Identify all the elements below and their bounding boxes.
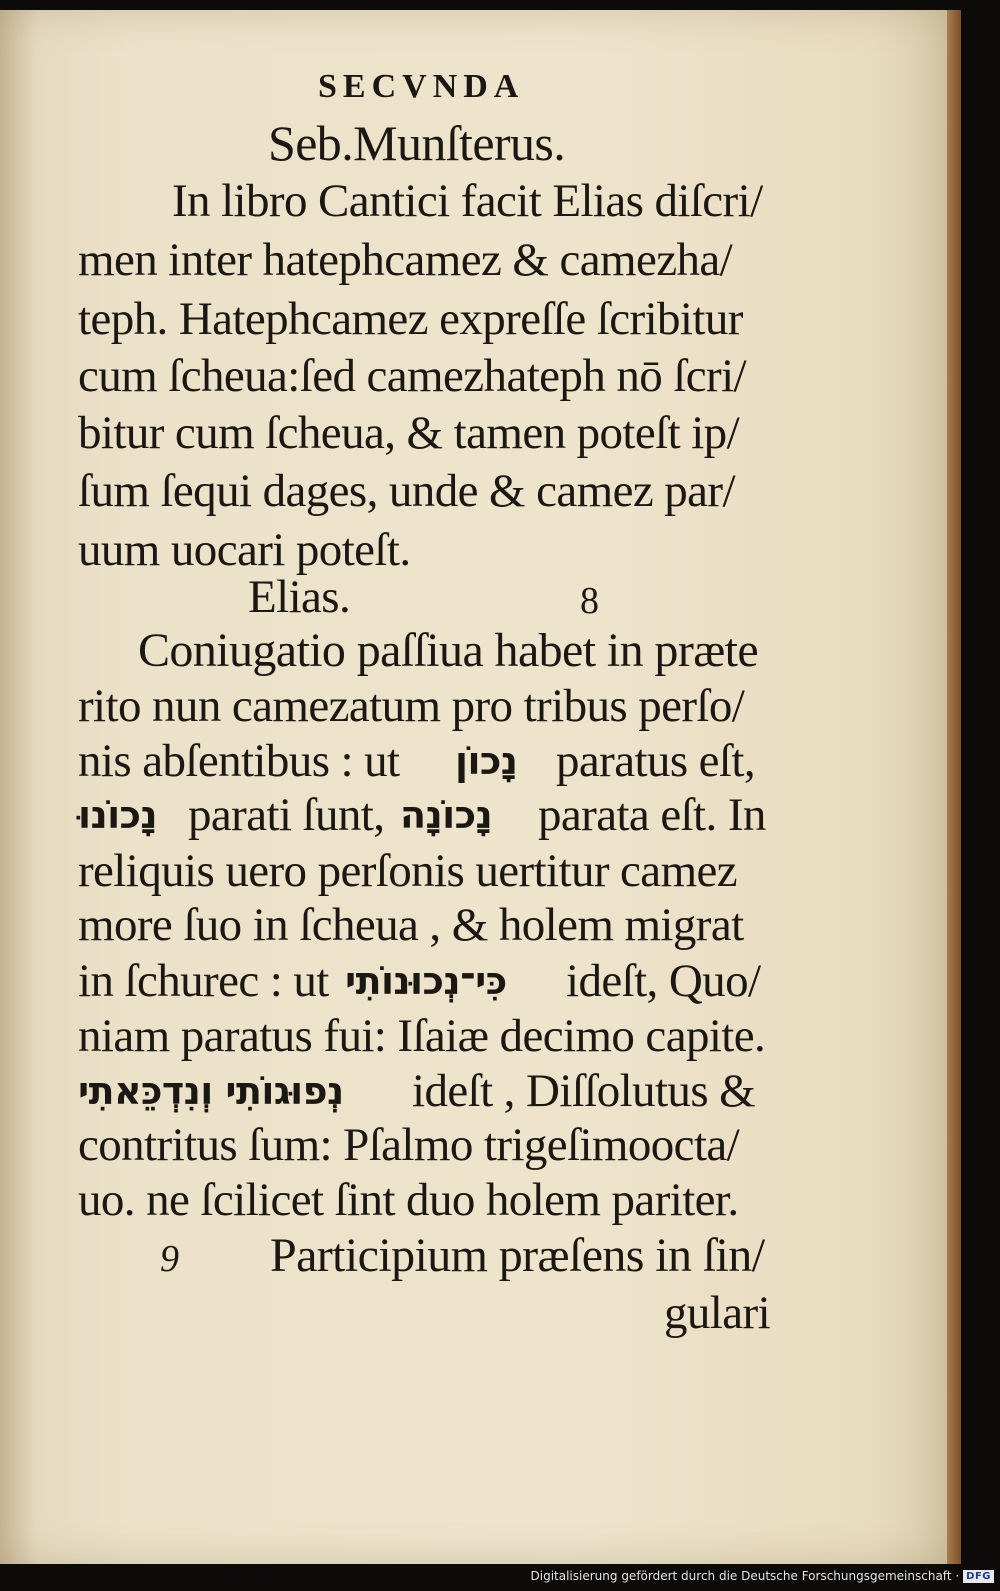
text-line: ideſt , Diſſolutus & xyxy=(412,1065,756,1117)
speaker-heading: Seb.Munſterus. xyxy=(268,115,566,171)
text-line: contritus ſum: Pſalmo trigeſimoocta/ xyxy=(78,1119,740,1171)
text-line: nis abſentibus : ut xyxy=(78,735,400,787)
text-line: niam paratus fui: Iſaiæ decimo capite. xyxy=(78,1010,766,1062)
text-line: ſum ſequi dages, unde & camez par/ xyxy=(78,465,735,517)
text-line: Participium præſens in ſin/ xyxy=(270,1229,765,1282)
text-line: rito nun camezatum pro tribus perſo/ xyxy=(78,680,745,732)
hebrew-word: נָכוֹנָה xyxy=(400,793,493,837)
text-line: cum ſcheua:ſed camezhateph nō ſcri/ xyxy=(78,350,747,402)
text-line: uum uocari poteſt. xyxy=(78,524,411,576)
text-line: bitur cum ſcheua, & tamen poteſt ip/ xyxy=(78,407,740,459)
text-line: reliquis uero perſonis uertitur camez xyxy=(78,845,738,897)
rule-number: 9 xyxy=(160,1238,179,1280)
credit-text: Digitalisierung gefördert durch die Deutsche Forschungsgemeinschaft · xyxy=(530,1569,960,1583)
catchword: gulari xyxy=(664,1287,771,1339)
text-line: parata eſt. In xyxy=(538,789,766,841)
page-edge xyxy=(947,10,961,1564)
text-line: more ſuo in ſcheua , & holem migrat xyxy=(78,899,744,951)
text-line: parati ſunt, xyxy=(188,789,385,841)
running-title: SECVNDA xyxy=(318,68,525,105)
text-line: in ſchurec : ut xyxy=(78,955,329,1007)
hebrew-word: נָכוֹנוּ xyxy=(78,793,158,837)
hebrew-word: נְפוּגוֹתִי וְנִדְכֵּאתִי xyxy=(78,1069,344,1113)
digitization-credit xyxy=(531,1567,994,1585)
hebrew-word: כִּי־נְכוּנוֹתִי xyxy=(345,959,507,1003)
text-line: paratus eſt, xyxy=(556,735,755,787)
text-line: uo. ne ſcilicet ſint duo holem pariter. xyxy=(78,1174,739,1226)
text-line: ideſt, Quo/ xyxy=(566,955,761,1007)
dfg-logo: DFG xyxy=(963,1570,994,1583)
speaker-heading: Elias. xyxy=(248,571,351,623)
text-line: In libro Cantici facit Elias diſcri/ xyxy=(172,175,763,227)
rule-number: 8 xyxy=(580,580,599,622)
hebrew-word: נָכוֹן xyxy=(455,739,518,783)
text-line: men inter hatephcamez & camezha/ xyxy=(78,234,733,286)
text-line: teph. Hatephcamez expreſſe ſcribitur xyxy=(78,293,743,345)
text-line: Coniugatio paſſiua habet in præte xyxy=(138,624,759,677)
